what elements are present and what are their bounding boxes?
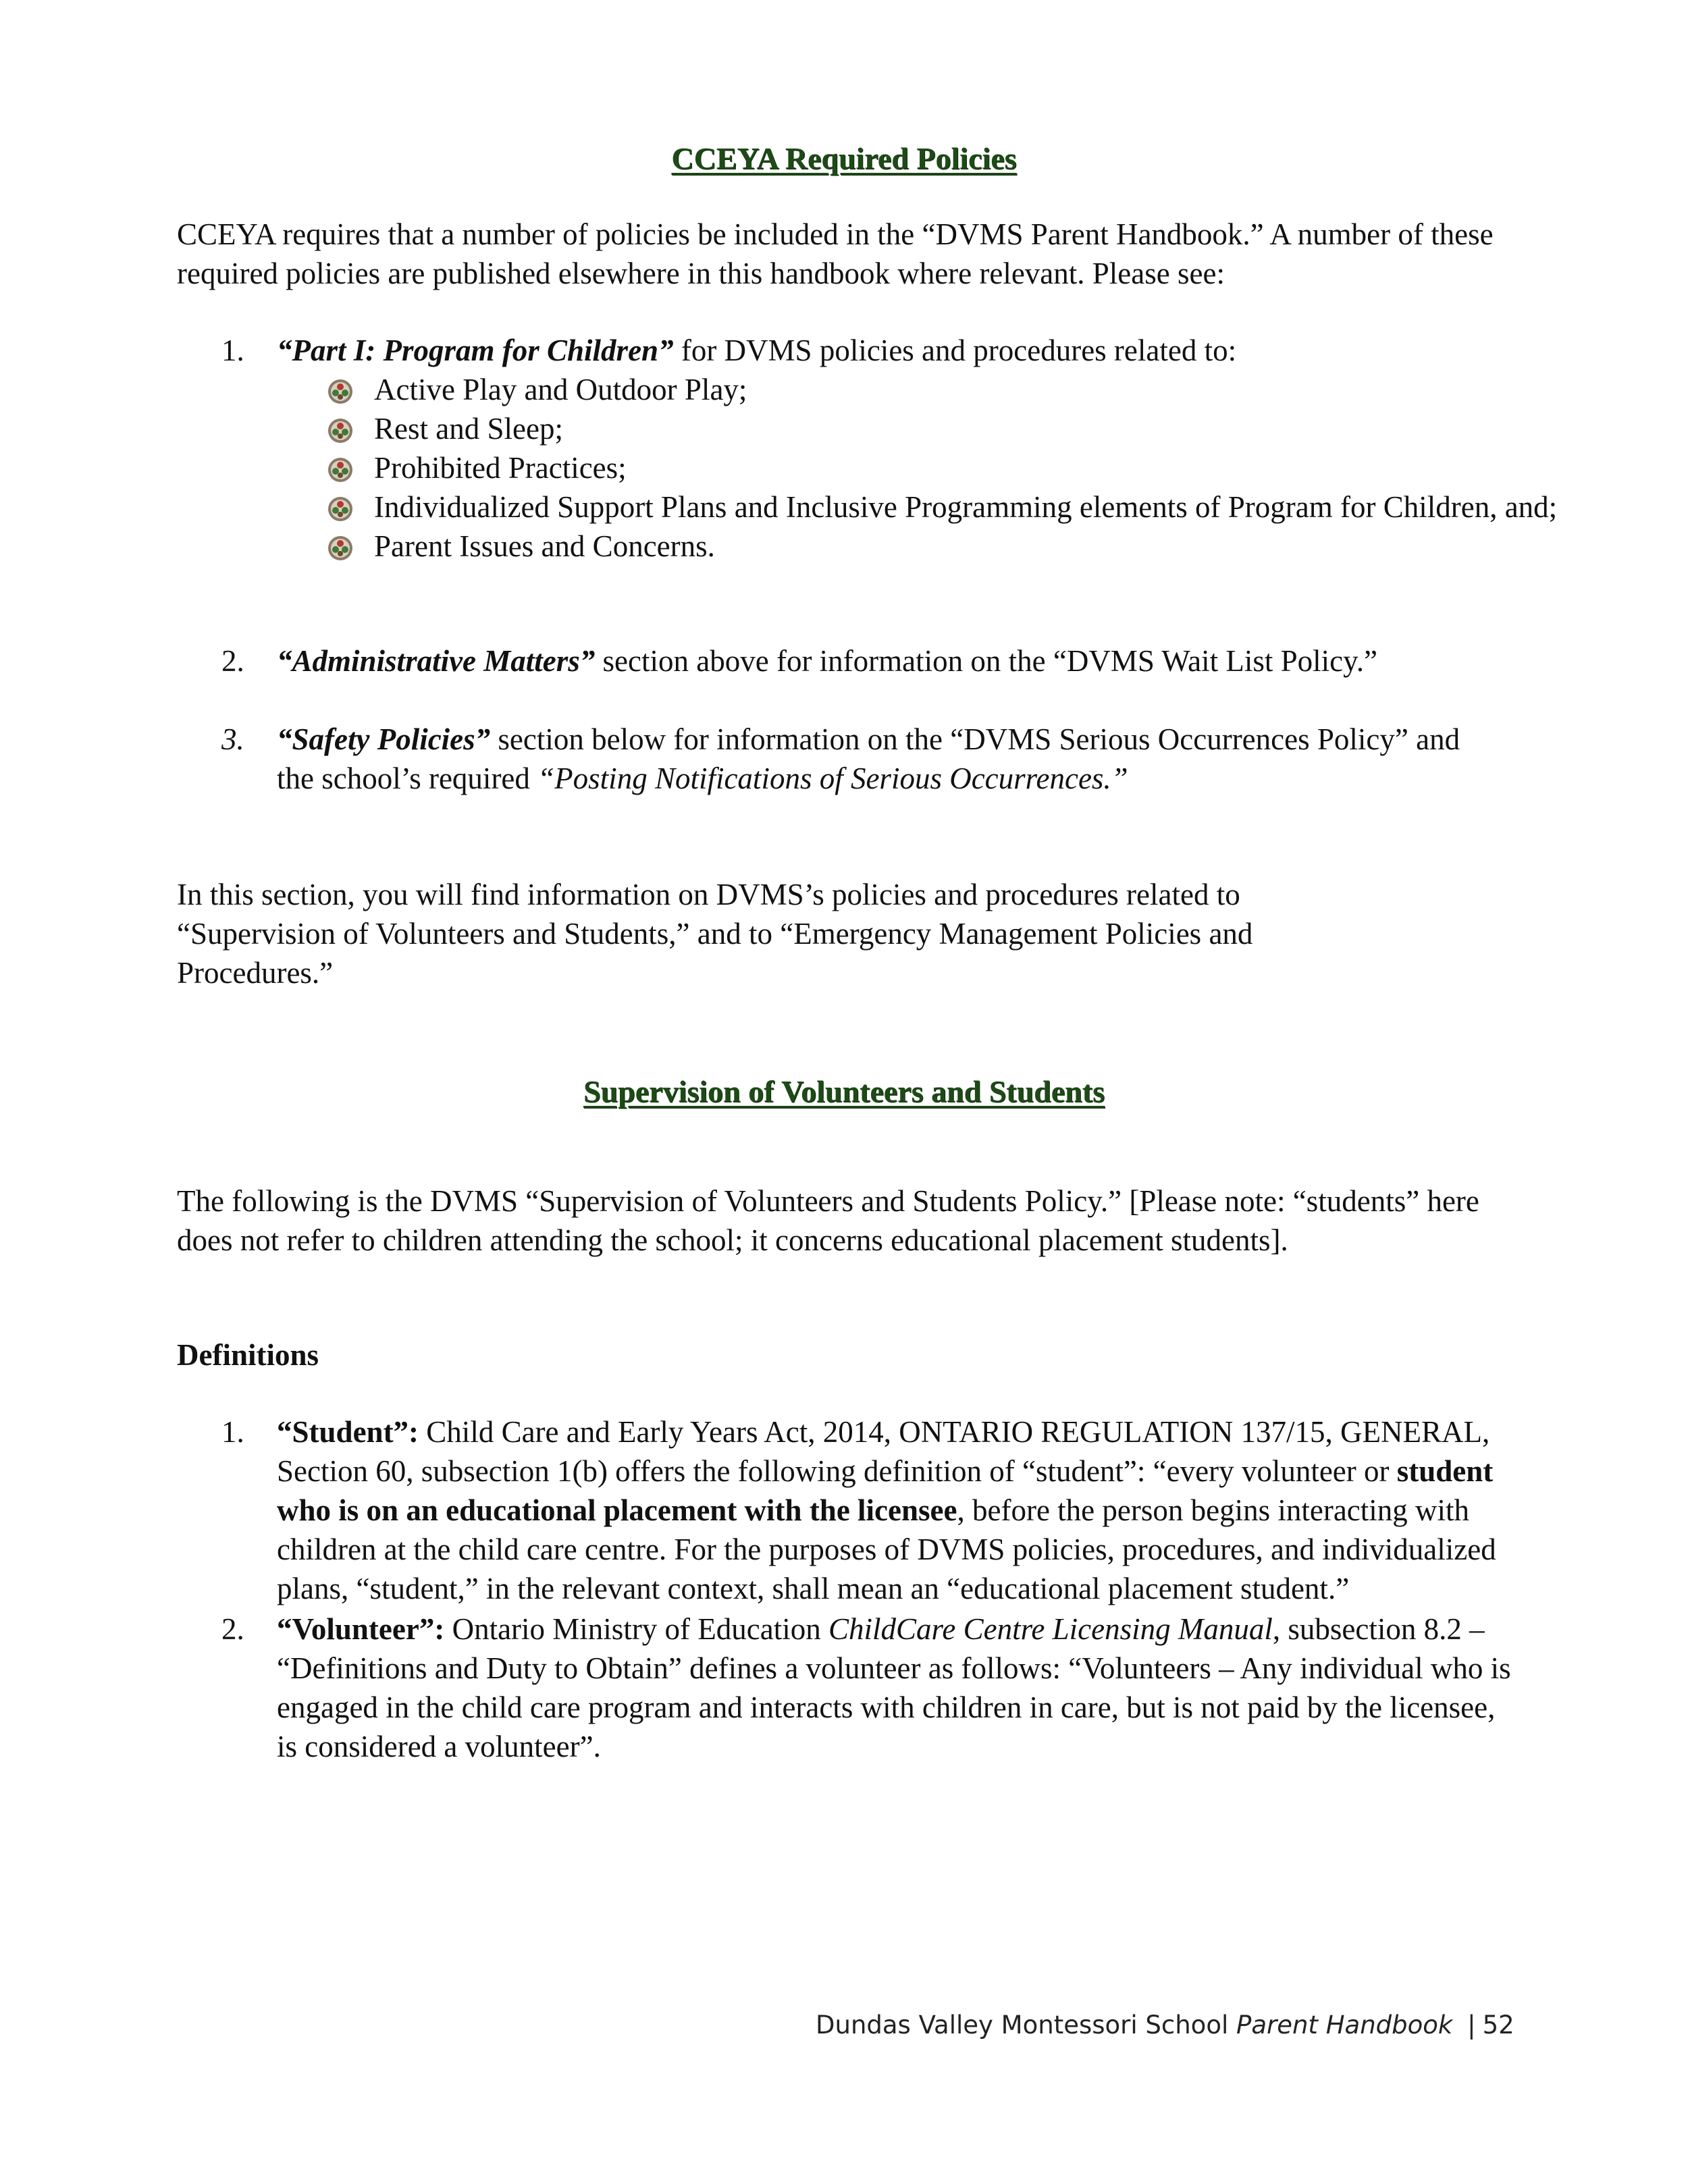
footer-school: Dundas Valley Montessori School: [816, 2010, 1229, 2040]
definitions-heading: Definitions: [177, 1338, 319, 1372]
list-item-admin-matters: [177, 641, 1511, 681]
footer-separator: |: [1467, 2010, 1476, 2040]
list-number: 1.: [221, 1415, 244, 1449]
definition-student: [177, 1412, 1514, 1608]
flower-bullet-icon: [327, 456, 354, 483]
flower-bullet-icon: [327, 417, 354, 444]
intro-paragraph: CCEYA requires that a number of policies be included in the “DVMS Parent Handbook.” A number of these required policies are published elsewhere in this handbook where relevant. Please see:: [177, 217, 1494, 290]
item-text: for DVMS policies and procedures related to:: [673, 334, 1237, 367]
required-policies-list: [177, 331, 1511, 370]
section-title-cceya: CCEYA Required Policies: [671, 141, 1017, 176]
bullet-item: [177, 370, 1511, 409]
closing-paragraph: In this section, you will find information on DVMS’s policies and procedures related to “Supervision of Volunteers and Students,” and to “Emergency Management Policies and Procedures.”: [177, 878, 1253, 990]
bullet-item: [177, 487, 1630, 527]
required-policies-list-3: [177, 720, 1500, 798]
flower-bullet-icon: [327, 378, 354, 405]
page-footer: [816, 2010, 1514, 2040]
definition-text-end: , subsection 8.2 – “Definitions and Duty to Obtain” defines a volunteer as follows: “Volunteers – Any individual who is engaged in the child care program and interacts with children in care, but is not paid by the licensee, is considered a volunteer”.: [277, 1612, 1511, 1763]
section-title-supervision: Supervision of Volunteers and Students: [583, 1074, 1105, 1109]
bullet-text: Active Play and Outdoor Play;: [374, 373, 747, 406]
list-number: 2.: [221, 1612, 244, 1646]
item-text: section above for information on the “DVMS Wait List Policy.”: [595, 644, 1377, 678]
supervision-intro: The following is the DVMS “Supervision of Volunteers and Students Policy.” [Please note: “students” here does not refer to children attending the school; it concerns educational placement students].: [177, 1184, 1479, 1257]
footer-doc-title: Parent Handbook: [1236, 2010, 1453, 2040]
item-label: “Part I: Program for Children”: [277, 334, 674, 367]
list-number: 3.: [221, 722, 244, 756]
item-italic-tail: “Posting Notifications of Serious Occurrences.”: [537, 762, 1128, 795]
flower-bullet-icon: [327, 535, 354, 562]
definitions-list: [177, 1412, 1514, 1766]
program-bullets: [177, 370, 1558, 566]
bullet-text: Individualized Support Plans and Inclusive Programming elements of Program for Children, and;: [374, 490, 1558, 524]
bullet-text: Parent Issues and Concerns.: [374, 529, 715, 563]
definition-text: Child Care and Early Years Act, 2014, ONTARIO REGULATION 137/15, GENERAL, Section 60, subsection 1(b) offers the following definition of “student”: “every volunteer or: [277, 1415, 1490, 1488]
list-item-safety-policies: [177, 720, 1500, 798]
definition-bold: student who is on an educational placement with the licensee: [277, 1454, 1494, 1527]
definition-text-end: , before the person begins interacting with children at the child care centre. For the purposes of DVMS policies, procedures, and individualized plans, “student,” in the relevant context, shall mean an “educational placement student.”: [277, 1493, 1496, 1605]
definition-term: “Student”:: [277, 1415, 419, 1449]
bullet-text: Rest and Sleep;: [374, 412, 563, 446]
required-policies-list-2: [177, 641, 1511, 681]
bullet-item: [177, 448, 1511, 487]
definition-italic: ChildCare Centre Licensing Manual: [828, 1612, 1273, 1646]
definition-text: Ontario Ministry of Education: [444, 1612, 828, 1646]
list-number: 2.: [221, 644, 244, 678]
page-number: 52: [1482, 2010, 1514, 2040]
bullet-text: Prohibited Practices;: [374, 451, 627, 485]
bullet-item: [177, 409, 1511, 448]
definition-volunteer: [177, 1609, 1514, 1766]
bullet-item: [177, 527, 1511, 566]
item-label: “Safety Policies”: [277, 722, 491, 756]
item-label: “Administrative Matters”: [277, 644, 596, 678]
list-number: 1.: [221, 334, 244, 367]
item-text: section below for information on the “DVMS Serious Occurrences Policy” and the school’s required: [277, 722, 1460, 795]
flower-bullet-icon: [327, 496, 354, 523]
list-item-part-one: [177, 331, 1511, 370]
definition-term: “Volunteer”:: [277, 1612, 445, 1646]
